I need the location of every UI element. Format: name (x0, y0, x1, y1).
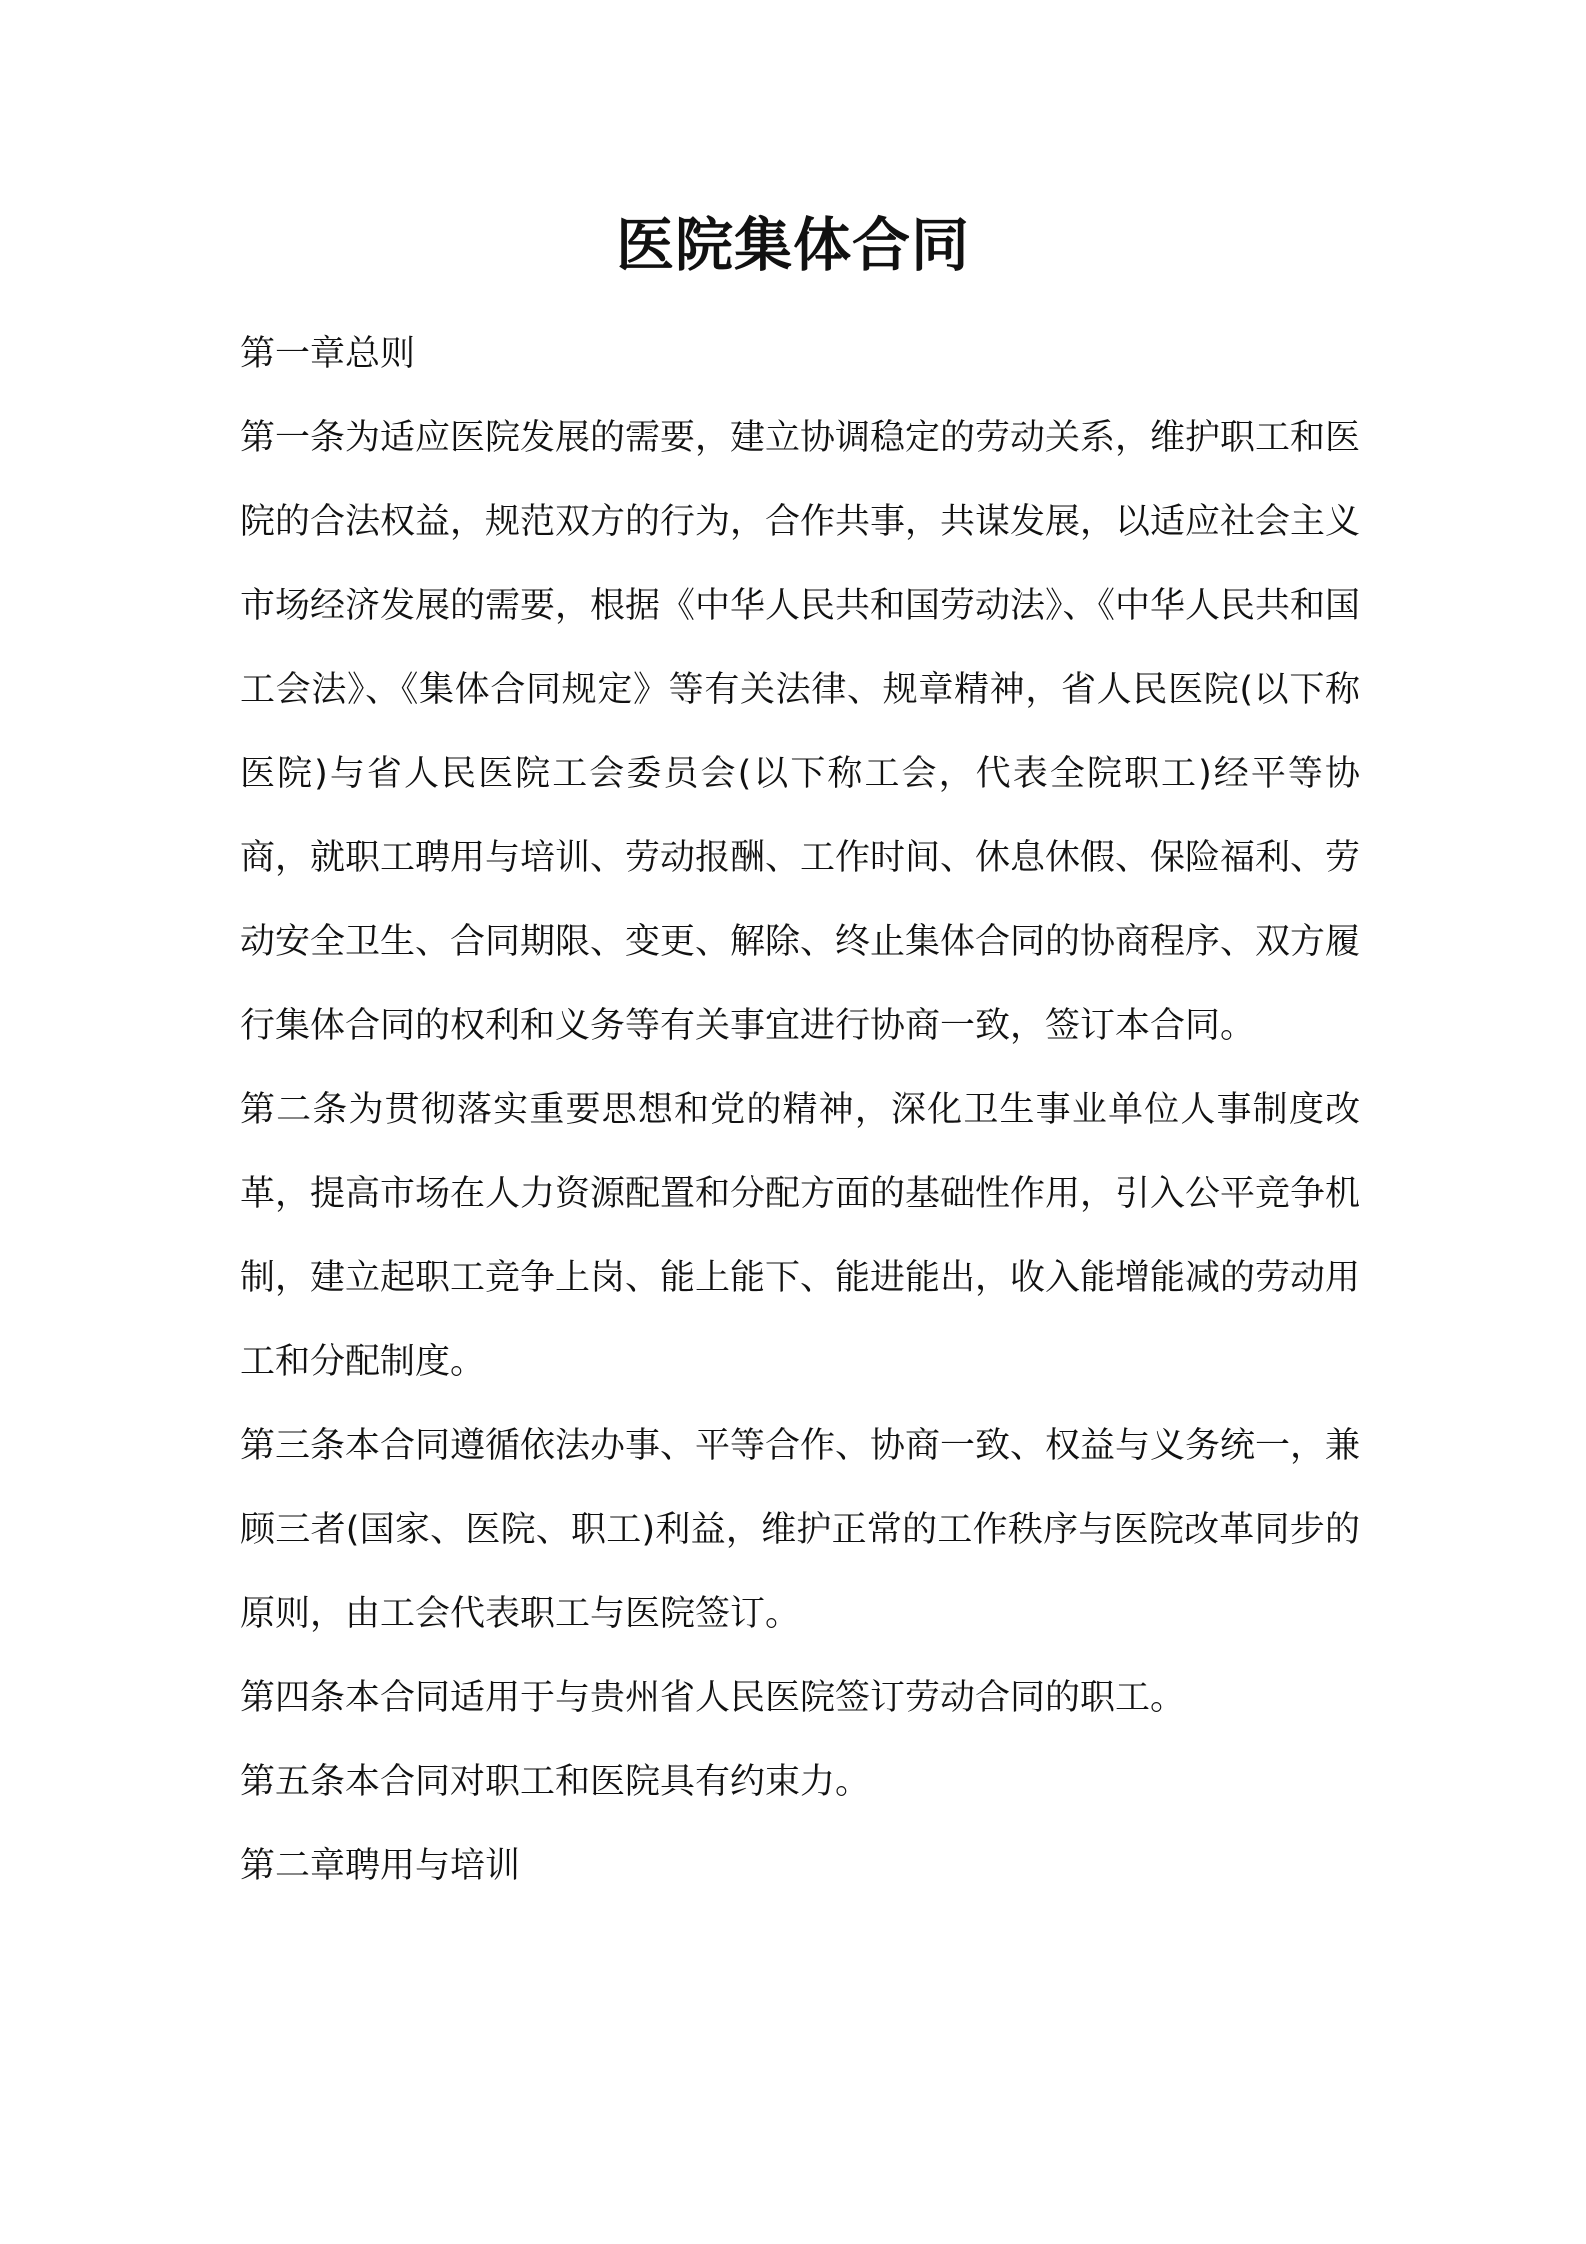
article-2: 第二条为贯彻落实重要思想和党的精神，深化卫生事业单位人事制度改革，提高市场在人力资源配置和分配方面的基础性作用，引入公平竞争机制，建立起职工竞争上岗、能上能下、能进能出，收入能增能减的劳动用工和分配制度。 (240, 1090, 1361, 1382)
chapter-1-heading: 第一章总则 (240, 334, 416, 374)
article-4: 第四条本合同适用于与贵州省人民医院签订劳动合同的职工。 (240, 1678, 1186, 1718)
document-title: 医院集体合同 (615, 211, 970, 279)
document-body (240, 312, 1360, 1908)
article-3: 第三条本合同遵循依法办事、平等合作、协商一致、权益与义务统一，兼顾三者(国家、医院、职工)利益，维护正常的工作秩序与医院改革同步的原则，由工会代表职工与医院签订。 (240, 1426, 1361, 1634)
chapter-2-heading: 第二章聘用与培训 (240, 1846, 521, 1886)
article-5: 第五条本合同对职工和医院具有约束力。 (240, 1762, 871, 1802)
article-1: 第一条为适应医院发展的需要，建立协调稳定的劳动关系，维护职工和医院的合法权益，规范双方的行为，合作共事，共谋发展，以适应社会主义市场经济发展的需要，根据《中华人民共和国劳动法》、《中华人民共和国工会法》、《集体合同规定》等有关法律、规章精神，省人民医院(以下称医院)与省人民医院工会委员会(以下称工会，代表全院职工)经平等协商，就职工聘用与培训、劳动报酬、工作时间、休息休假、保险福利、劳动安全卫生、合同期限、变更、解除、终止集体合同的协商程序、双方履行集体合同的权利和义务等有关事宜进行协商一致，签订本合同。 (240, 418, 1361, 1046)
